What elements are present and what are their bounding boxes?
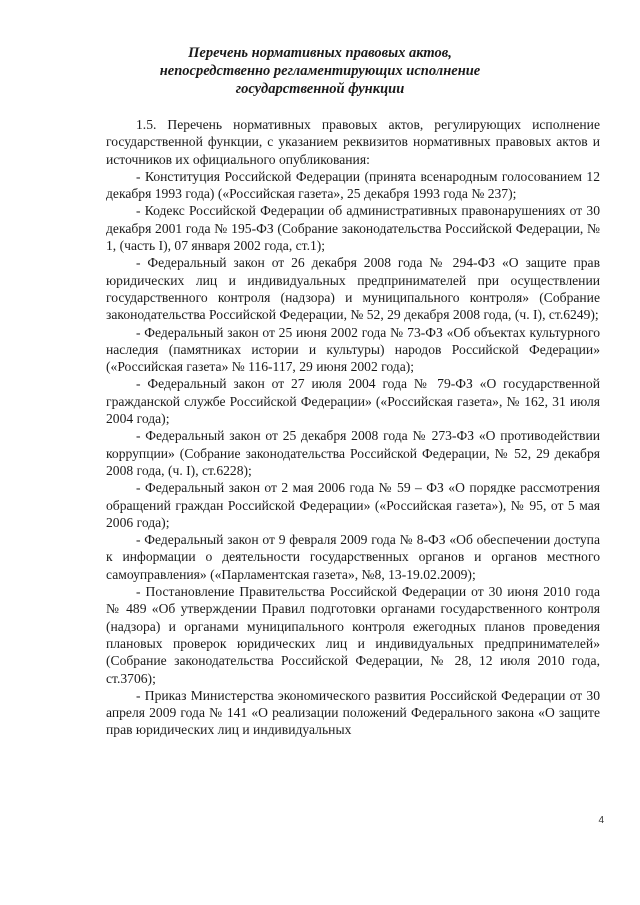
list-item-fz-79: - Федеральный закон от 27 июля 2004 года № 79-ФЗ «О государственной гражданской службе Российской Федерации» («Российская газета», № 162, 31 июля 2004 года);	[106, 376, 600, 427]
document-body	[106, 116, 600, 739]
list-item-fz-273: - Федеральный закон от 25 декабря 2008 года № 273-ФЗ «О противодействии коррупции» (Собрание законодательства Российской Федерации, № 52, 29 декабря 2008 года, (ч. I), ст.6228);	[106, 428, 600, 478]
list-item-fz-59: - Федеральный закон от 2 мая 2006 года № 59 – ФЗ «О порядке рассмотрения обращений граждан Российской Федерации» («Российская газета»), № 95, от 5 мая 2006 года);	[106, 480, 600, 530]
heading-line-2: непосредственно регламентирующих исполнение	[159, 63, 481, 79]
list-item-prikaz-141: - Приказ Министерства экономического развития Российской Федерации от 30 апреля 2009 года № 141 «О реализации положений Федерального закона «О защите прав юридических лиц и индивидуальных	[106, 687, 600, 738]
page-number: 4	[598, 815, 604, 826]
list-item-fz-73: - Федеральный закон от 25 июня 2002 года № 73-ФЗ «Об объектах культурного наследия (памятниках истории и культуры) народов Российской Федерации» («Российская газета» № 116-117, 29 июня 2002 года);	[106, 324, 600, 375]
list-item-constitution: - Конституция Российской Федерации (принята всенародным голосованием 12 декабря 1993 года) («Российская газета», 25 декабря 1993 года № 237);	[106, 168, 600, 202]
paragraph-intro: 1.5. Перечень нормативных правовых актов, регулирующих исполнение государственной функции, с указанием реквизитов нормативных правовых актов и источников их официального опубликования:	[106, 117, 600, 167]
document-heading	[110, 44, 530, 98]
list-item-postanovlenie-489: - Постановление Правительства Российской Федерации от 30 июня 2010 года № 489 «Об утверждении Правил подготовки органами государственного контроля (надзора) и органами муниципального контроля ежегодных планов проведения плановых проверок юридических лиц и индивидуальных предпринимателей» (Собрание законодательства Российской Федерации, № 28, 12 июля 2010 года, ст.3706);	[106, 584, 600, 686]
list-item-koap: - Кодекс Российской Федерации об административных правонарушениях от 30 декабря 2001 года № 195-ФЗ (Собрание законодательства Российской Федерации, № 1, (часть I), 07 января 2002 года, ст.1);	[106, 203, 600, 254]
heading-line-1: Перечень нормативных правовых актов,	[188, 45, 452, 61]
list-item-fz-294: - Федеральный закон от 26 декабря 2008 года № 294-ФЗ «О защите прав юридических лиц и индивидуальных предпринимателей при осуществлении государственного контроля (надзора) и муниципального контроля» (Собрание законодательства Российской Федерации, № 52, 29 декабря 2008 года, (ч. I), ст.6249);	[106, 255, 600, 323]
list-item-fz-8: - Федеральный закон от 9 февраля 2009 года № 8-ФЗ «Об обеспечении доступа к информации о деятельности государственных органов и органов местного самоуправления» («Парламентская газета», №8, 13-19.02.2009);	[106, 532, 600, 582]
heading-line-3: государственной функции	[235, 81, 405, 97]
